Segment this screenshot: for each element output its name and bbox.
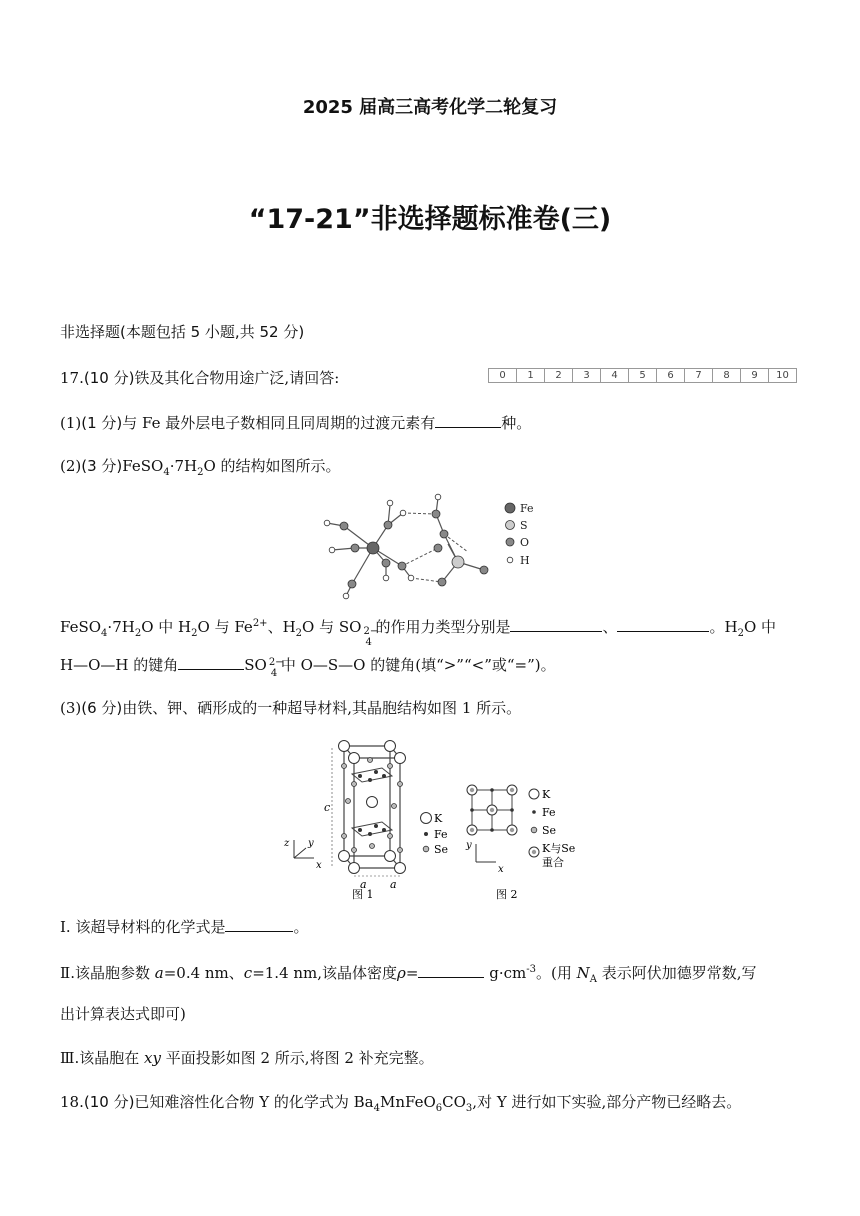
score-box[interactable]: 10: [769, 369, 797, 383]
legend-s: S: [520, 519, 528, 532]
fig1-legend-fe: Fe: [434, 828, 448, 841]
question-18-stem: 18.(10 分)已知难溶性化合物 Y 的化学式为 $Ba_4MnFeO_6CO_3$,对 Y 进行如下实验,部分产物已经略去。: [60, 1093, 742, 1114]
question-17-part-3-ii-continued: 出计算表达式即可): [60, 1005, 186, 1023]
axis-label-a: a: [360, 878, 367, 891]
answer-blank[interactable]: [510, 616, 602, 632]
score-box[interactable]: 4: [601, 369, 629, 383]
score-box[interactable]: 0: [489, 369, 517, 383]
answer-blank[interactable]: [418, 962, 484, 978]
score-box[interactable]: 1: [517, 369, 545, 383]
question-17-part-3: (3)(6 分)由铁、钾、硒形成的一种超导材料,其晶胞结构如图 1 所示。: [60, 699, 522, 717]
axis-y: y: [308, 838, 314, 849]
question-17-part-1: (1)(1 分)与 Fe 最外层电子数相同且同周期的过渡元素有 种。: [60, 414, 532, 432]
score-box[interactable]: 8: [713, 369, 741, 383]
score-box[interactable]: 7: [685, 369, 713, 383]
question-points: (10 分): [83, 369, 135, 387]
fig1-legend-k: K: [434, 812, 443, 825]
sulfate-charge: 2− 4: [268, 657, 284, 679]
document-title: “17-21”非选择题标准卷(三): [248, 204, 612, 235]
fig1-legend-se: Se: [434, 843, 449, 856]
fig2-legend-overlap: 重合: [542, 856, 564, 869]
score-grid: [488, 368, 797, 383]
sulfate-charge: 2− 4: [363, 626, 379, 648]
answer-blank[interactable]: [178, 654, 244, 670]
score-box[interactable]: 3: [573, 369, 601, 383]
answer-blank[interactable]: [617, 616, 709, 632]
fig2-legend-k: K: [542, 788, 551, 801]
question-17-part-3-iii: Ⅲ.该晶胞在 xy 平面投影如图 2 所示,将图 2 补充完整。: [60, 1049, 434, 1067]
fig1-caption: 图 1: [352, 888, 374, 901]
score-box[interactable]: 5: [629, 369, 657, 383]
answer-blank[interactable]: [435, 412, 501, 428]
question-17-stem: [60, 368, 339, 388]
question-number: 17.: [60, 369, 84, 387]
answer-blank[interactable]: [225, 916, 293, 932]
fig2-legend-k-se: K与Se: [542, 842, 576, 855]
unit-cell-figure-1: [280, 736, 460, 902]
question-17-part-2: (2)(3 分)$FeSO_4\cdot 7H_2O$ 的结构如图所示。: [60, 457, 341, 478]
axis-label-a-2: a: [390, 878, 397, 891]
document-subtitle: 2025 届高三高考化学二轮复习: [302, 97, 558, 118]
legend-h: H: [520, 554, 530, 567]
question-17-part-3-ii: Ⅱ.该晶胞参数 a=0.4 nm、c=1.4 nm,该晶体密度$\rho= g\cdot cm^{-3}$。(用 $N_A$ 表示阿伏加德罗常数,写: [60, 964, 757, 985]
question-17-part-2-line-2: H—O—H 的键角 SO 2− 4 中 O—S—O 的键角(填“>”“<”或“=”)。: [60, 656, 556, 679]
fig2-axis-x: x: [498, 864, 504, 875]
section-heading: 非选择题(本题包括 5 小题,共 52 分): [60, 323, 305, 341]
axis-z: z: [284, 838, 290, 849]
unit-cell-projection-figure-2: [462, 780, 592, 902]
fig2-caption: 图 2: [496, 888, 518, 901]
question-17-part-2-line-1: $FeSO_4\cdot 7H_2O$ 中 $H_2O$ 与 $Fe^{2+}$、$H_2O$ 与 SO 2− 4 的作用力类型分别是 、 。$H_2O$ 中: [60, 618, 777, 648]
axis-label-c: c: [324, 801, 331, 814]
axis-x: x: [316, 860, 322, 871]
score-box[interactable]: 2: [545, 369, 573, 383]
score-box[interactable]: 9: [741, 369, 769, 383]
feso4-structure-figure: [318, 492, 540, 602]
score-box[interactable]: 6: [657, 369, 685, 383]
question-17-part-3-i: Ⅰ. 该超导材料的化学式是 。: [60, 918, 309, 936]
fig2-axis-y: y: [466, 840, 472, 851]
legend-o: O: [520, 536, 530, 549]
fig2-legend-se: Se: [542, 824, 557, 837]
question-text: 铁及其化合物用途广泛,请回答:: [134, 369, 340, 387]
legend-fe: Fe: [520, 502, 534, 515]
fig2-legend-fe: Fe: [542, 806, 556, 819]
